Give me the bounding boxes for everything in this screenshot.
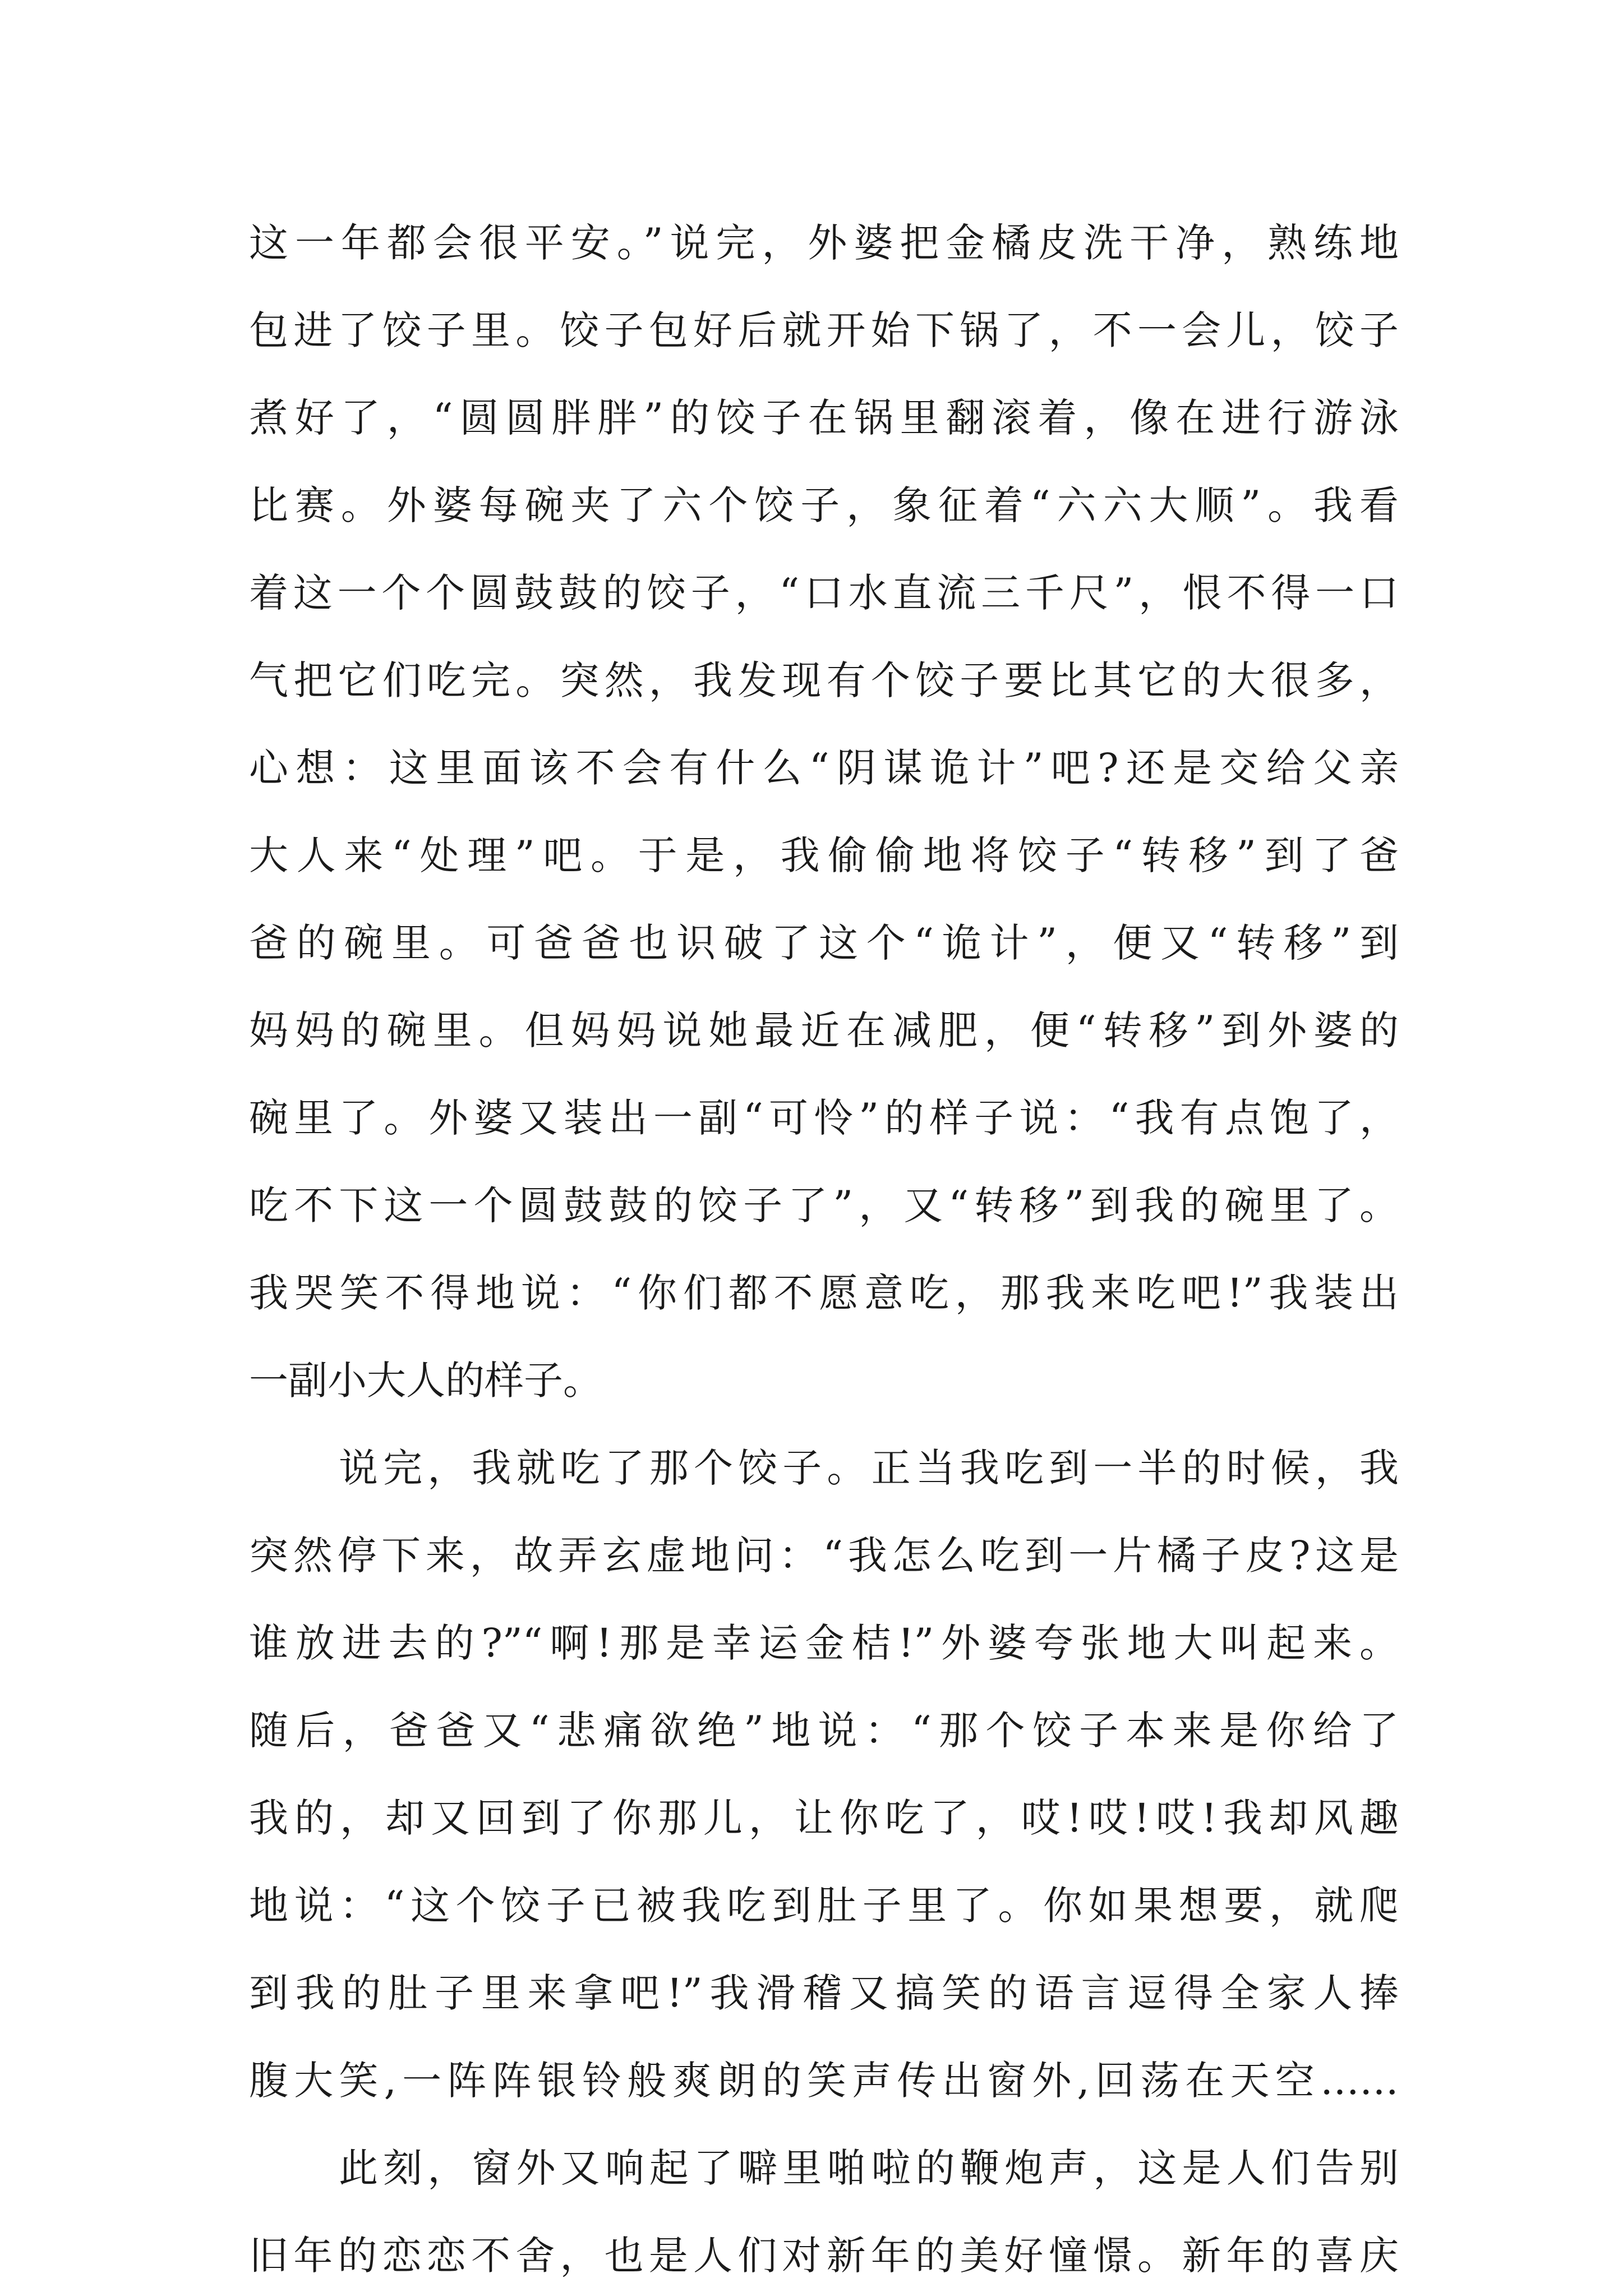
paragraph-first-line: 说完，我就吃了那个饺子。正当我吃到一半的时候，我 bbox=[339, 1445, 1399, 1491]
text-line: 碗里了。外婆又装出一副“可怜”的样子说：“我有点饱了， bbox=[249, 1095, 1399, 1141]
text-line: 包进了饺子里。饺子包好后就开始下锅了，不一会儿，饺子 bbox=[249, 307, 1399, 353]
text-line: 这一年都会很平安。”说完，外婆把金橘皮洗干净，熟练地 bbox=[249, 220, 1399, 266]
text-line: 腹大笑,一阵阵银铃般爽朗的笑声传出窗外,回荡在天空…… bbox=[249, 2058, 1399, 2104]
text-line: 随后，爸爸又“悲痛欲绝”地说：“那个饺子本来是你给了 bbox=[249, 1708, 1399, 1754]
text-line: 爸的碗里。可爸爸也识破了这个“诡计”，便又“转移”到 bbox=[249, 920, 1399, 966]
text-line: 谁放进去的?”“啊!那是幸运金桔!”外婆夸张地大叫起来。 bbox=[249, 1620, 1399, 1666]
text-line: 吃不下这一个圆鼓鼓的饺子了”，又“转移”到我的碗里了。 bbox=[249, 1182, 1399, 1228]
text-line: 地说：“这个饺子已被我吃到肚子里了。你如果想要，就爬 bbox=[249, 1883, 1399, 1929]
paragraph-first-line: 此刻，窗外又响起了噼里啪啦的鞭炮声，这是人们告别 bbox=[339, 2145, 1399, 2191]
text-line: 妈妈的碗里。但妈妈说她最近在减肥，便“转移”到外婆的 bbox=[249, 1007, 1399, 1053]
text-line: 我的，却又回到了你那儿，让你吃了，哎!哎!哎!我却风趣 bbox=[249, 1795, 1399, 1841]
text-line: 比赛。外婆每碗夹了六个饺子，象征着“六六大顺”。我看 bbox=[249, 482, 1399, 528]
text-line: 到我的肚子里来拿吧!”我滑稽又搞笑的语言逗得全家人捧 bbox=[249, 1970, 1399, 2016]
text-line: 着这一个个圆鼓鼓的饺子，“口水直流三千尺”，恨不得一口 bbox=[249, 570, 1399, 616]
text-line: 旧年的恋恋不舍，也是人们对新年的美好憧憬。新年的喜庆 bbox=[249, 2233, 1399, 2279]
text-line: 气把它们吃完。突然，我发现有个饺子要比其它的大很多， bbox=[249, 657, 1399, 703]
text-line: 我哭笑不得地说：“你们都不愿意吃，那我来吃吧!”我装出 bbox=[249, 1270, 1399, 1316]
text-line: 大人来“处理”吧。于是，我偷偷地将饺子“转移”到了爸 bbox=[249, 832, 1399, 878]
text-line: 心想：这里面该不会有什么“阴谋诡计”吧?还是交给父亲 bbox=[249, 745, 1399, 791]
text-line: 一副小大人的样子。 bbox=[249, 1358, 602, 1404]
text-line: 煮好了，“圆圆胖胖”的饺子在锅里翻滚着，像在进行游泳 bbox=[249, 395, 1399, 441]
text-line: 突然停下来，故弄玄虚地问：“我怎么吃到一片橘子皮?这是 bbox=[249, 1533, 1399, 1579]
